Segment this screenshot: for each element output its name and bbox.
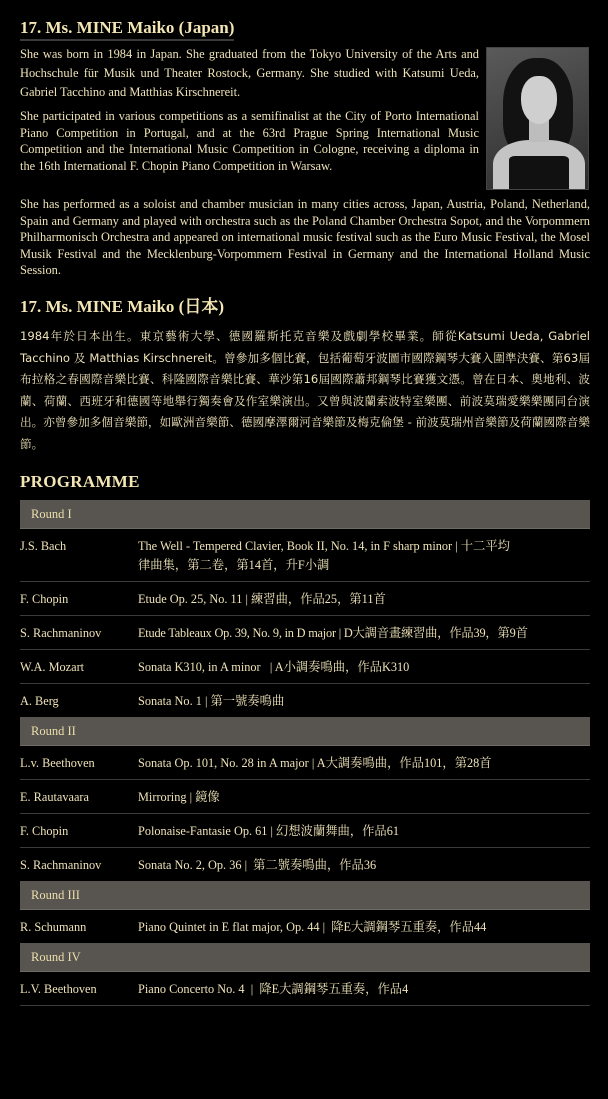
programme-table xyxy=(20,500,590,1006)
round-header: Round IV xyxy=(20,943,590,972)
round-header: Round III xyxy=(20,881,590,910)
bio-title-zh: 17. Ms. MINE Maiko (日本) xyxy=(20,297,224,316)
work: The Well - Tempered Clavier, Book II, No. 14, in F sharp minor | 十二平均律曲集，第二卷，第14首，升F小調 xyxy=(138,539,510,572)
programme-row xyxy=(20,780,590,814)
programme-title: PROGRAMME xyxy=(20,472,140,491)
composer: J.S. Bach xyxy=(20,539,67,553)
programme-row xyxy=(20,746,590,780)
programme-row xyxy=(20,684,590,717)
programme-row xyxy=(20,616,590,650)
composer: F. Chopin xyxy=(20,824,69,838)
bio-paragraph-2: She participated in various competitions as a semifinalist at the City of Porto International Piano Competition in Portugal, and at the 63rd Prague Spring International Music Competition and the International Music Competition in Cologne, receiving a diploma in the 16th International F. Chopin Piano Competition in Warsaw. xyxy=(20,109,479,173)
composer: S. Rachmaninov xyxy=(20,858,102,872)
composer: S. Rachmaninov xyxy=(20,626,102,640)
programme-row xyxy=(20,972,590,1006)
composer: L.v. Beethoven xyxy=(20,756,95,770)
composer: E. Rautavaara xyxy=(20,790,89,804)
work: Piano Quintet in E flat major, Op. 44 | 降E大調鋼琴五重奏，作品44 xyxy=(138,920,487,934)
composer: F. Chopin xyxy=(20,592,69,606)
work: Mirroring | 鏡像 xyxy=(138,790,220,804)
composer: A. Berg xyxy=(20,694,59,708)
composer: R. Schumann xyxy=(20,920,87,934)
work: Sonata No. 2, Op. 36 | 第二號奏鳴曲，作品36 xyxy=(138,858,377,872)
programme-row xyxy=(20,814,590,848)
programme-row xyxy=(20,848,590,881)
work: Sonata Op. 101, No. 28 in A major | A大調奏鳴曲，作品101，第28首 xyxy=(138,756,492,770)
portrait-dress xyxy=(509,156,569,190)
composer: W.A. Mozart xyxy=(20,660,85,674)
bio-paragraph-3: She has performed as a soloist and chamber musician in many cities across, Japan, Austria, Poland, Netherland, Spain and Germany and played with orchestra such as the Poland Chamber Orchestra Sopot, and the Vorpommern Philharmonisch Orchestra and appeared on international music festival such as the Euro Music Festival, the Mosel Musik Festival and the Mecklenburg-Vorpommern Festival in Germany and the International Holland Music Session. xyxy=(20,197,590,278)
work: Sonata K310, in A minor | A小調奏鳴曲，作品K310 xyxy=(138,660,410,674)
programme-row xyxy=(20,582,590,616)
work: Polonaise-Fantasie Op. 61 | 幻想波蘭舞曲，作品61 xyxy=(138,824,400,838)
bio-paragraph-zh: 1984年於日本出生。東京藝術大學、德國羅斯托克音樂及戲劇學校畢業。師從Katsumi Ueda, Gabriel Tacchino 及 Matthias Kirschnereit。曾參加多個比賽，包括葡萄牙波圖市國際鋼琴大賽入圍準決賽、第63屆布拉格之春國際音樂比賽、科隆國際音樂比賽、華沙第16屆國際蕭邦鋼琴比賽獲文憑。曾在日本、奧地利、波蘭、荷蘭、西班牙和德國等地舉行獨奏會及作室樂演出。又曾與波蘭索波特室樂團、前波莫瑞愛樂樂團同台演出。亦曾參加多個音樂節，如歐洲音樂節、德國摩澤爾河音樂節及梅克倫堡 - 前波莫瑞州音樂節及荷蘭國際音樂節。 xyxy=(20,329,590,451)
programme-row xyxy=(20,910,590,943)
work: Sonata No. 1 | 第一號奏鳴曲 xyxy=(138,694,285,708)
programme-row xyxy=(20,529,590,582)
bio-title-en: 17. Ms. MINE Maiko (Japan) xyxy=(20,18,234,41)
portrait-face xyxy=(521,76,557,124)
work: Etude Tableaux Op. 39, No. 9, in D major | D大調音畫練習曲，作品39，第9首 xyxy=(138,626,528,640)
composer: L.V. Beethoven xyxy=(20,982,97,996)
bio-paragraph-1: She was born in 1984 in Japan. She graduated from the Tokyo University of the Arts and Hochschule für Musik und Theater Rostock, Germany. She studied with Katsumi Ueda, Gabriel Tacchino and Matthias Kirschnereit. xyxy=(20,47,479,99)
portrait-photo xyxy=(486,47,589,190)
round-header: Round I xyxy=(20,500,590,529)
work: Etude Op. 25, No. 11 | 練習曲，作品25，第11首 xyxy=(138,592,386,606)
work: Piano Concerto No. 4 | 降E大調鋼琴五重奏，作品4 xyxy=(138,982,409,996)
round-header: Round II xyxy=(20,717,590,746)
programme-row xyxy=(20,650,590,684)
